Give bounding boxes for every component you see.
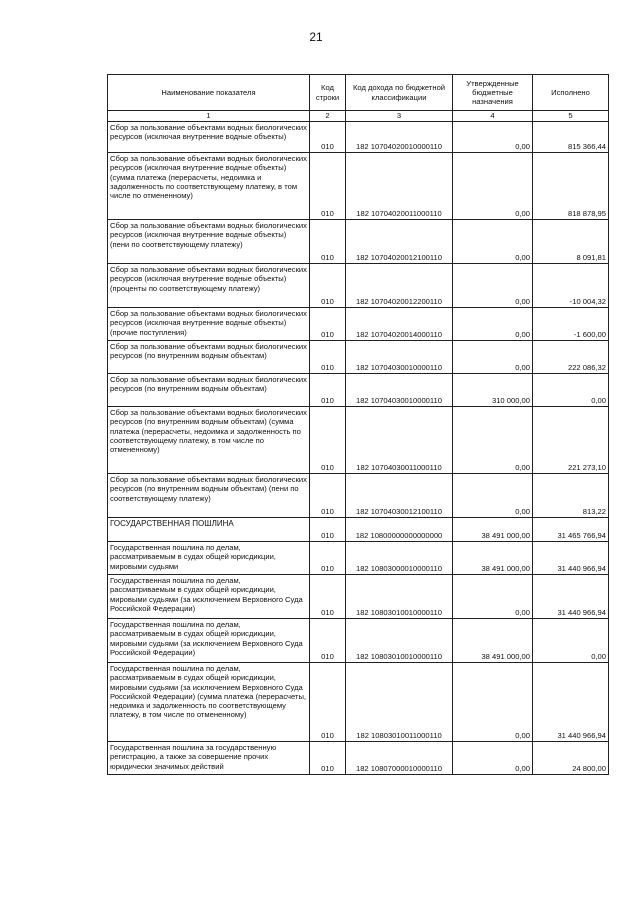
table-row xyxy=(108,374,609,407)
budget-code: 182 10807000010000110 xyxy=(346,742,453,775)
approved-amount: 0,00 xyxy=(453,407,533,474)
executed-amount: 31 465 766,94 xyxy=(533,518,609,542)
approved-amount: 0,00 xyxy=(453,341,533,374)
column-number: 2 xyxy=(310,111,346,122)
row-code: 010 xyxy=(310,474,346,518)
approved-amount: 0,00 xyxy=(453,575,533,619)
executed-amount: -10 004,32 xyxy=(533,264,609,308)
table-row xyxy=(108,264,609,308)
table-row xyxy=(108,575,609,619)
budget-code: 182 10704030012100110 xyxy=(346,474,453,518)
header-row xyxy=(108,75,609,111)
table-row xyxy=(108,742,609,775)
header-indicator-name: Наименование показателя xyxy=(108,75,310,111)
executed-amount: 31 440 966,94 xyxy=(533,542,609,575)
table-row xyxy=(108,542,609,575)
approved-amount: 38 491 000,00 xyxy=(453,518,533,542)
row-code: 010 xyxy=(310,374,346,407)
indicator-name: Сбор за пользование объектами водных биологических ресурсов (по внутренним водным объектам) xyxy=(108,374,310,407)
executed-amount: -1 600,00 xyxy=(533,308,609,341)
column-number-row xyxy=(108,111,609,122)
approved-amount: 0,00 xyxy=(453,264,533,308)
approved-amount: 0,00 xyxy=(453,474,533,518)
executed-amount: 222 086,32 xyxy=(533,341,609,374)
column-number: 1 xyxy=(108,111,310,122)
row-code: 010 xyxy=(310,341,346,374)
table-row xyxy=(108,341,609,374)
indicator-name: Государственная пошлина за государственную регистрацию, а также за совершение прочих юридически значимых действий xyxy=(108,742,310,775)
executed-amount: 0,00 xyxy=(533,619,609,663)
budget-code: 182 10704020010000110 xyxy=(346,122,453,153)
budget-code: 182 10803000010000110 xyxy=(346,542,453,575)
executed-amount: 813,22 xyxy=(533,474,609,518)
budget-report-table xyxy=(107,74,609,775)
budget-code: 182 10800000000000000 xyxy=(346,518,453,542)
table-row xyxy=(108,153,609,220)
budget-code: 182 10704020012200110 xyxy=(346,264,453,308)
row-code: 010 xyxy=(310,518,346,542)
approved-amount: 0,00 xyxy=(453,122,533,153)
column-number: 4 xyxy=(453,111,533,122)
indicator-name: Сбор за пользование объектами водных биологических ресурсов (по внутренним водным объектам) (сумма платежа (перерасчеты, недоимка и задолженность по соответствующему платежу, в том числе по отмененному) xyxy=(108,407,310,474)
row-code: 010 xyxy=(310,122,346,153)
table-row xyxy=(108,308,609,341)
indicator-name: Сбор за пользование объектами водных биологических ресурсов (исключая внутренние водные объекты) xyxy=(108,122,310,153)
indicator-name: Государственная пошлина по делам, рассматриваемым в судах общей юрисдикции, мировыми судьями (за исключением Верховного Суда Российской Федерации) xyxy=(108,575,310,619)
table-row xyxy=(108,407,609,474)
indicator-name: Сбор за пользование объектами водных биологических ресурсов (исключая внутренние водные объекты) (сумма платежа (перерасчеты, недоимка и задолженность по соответствующему платежу, в том числе по отмененному) xyxy=(108,153,310,220)
header-executed: Исполнено xyxy=(533,75,609,111)
indicator-name: Сбор за пользование объектами водных биологических ресурсов (исключая внутренние водные объекты) (прочие поступления) xyxy=(108,308,310,341)
approved-amount: 0,00 xyxy=(453,220,533,264)
indicator-name: Государственная пошлина по делам, рассматриваемым в судах общей юрисдикции, мировыми судьями (за исключением Верховного Суда Российской Федерации) (сумма платежа (перерасчеты, недоимка и задолженность по соответствующему платежу, в том числе по отмененному) xyxy=(108,663,310,742)
budget-code: 182 10704030011000110 xyxy=(346,407,453,474)
indicator-name: Государственная пошлина по делам, рассматриваемым в судах общей юрисдикции, мировыми судьями xyxy=(108,542,310,575)
page-number: 21 xyxy=(309,30,323,44)
indicator-name: Сбор за пользование объектами водных биологических ресурсов (исключая внутренние водные объекты) (пени по соответствующему платежу) xyxy=(108,220,310,264)
budget-code: 182 10704020011000110 xyxy=(346,153,453,220)
budget-code: 182 10803010010000110 xyxy=(346,619,453,663)
column-number: 5 xyxy=(533,111,609,122)
budget-code: 182 10803010011000110 xyxy=(346,663,453,742)
approved-amount: 310 000,00 xyxy=(453,374,533,407)
approved-amount: 0,00 xyxy=(453,663,533,742)
table-row xyxy=(108,122,609,153)
row-code: 010 xyxy=(310,407,346,474)
table-row xyxy=(108,474,609,518)
row-code: 010 xyxy=(310,220,346,264)
table-row xyxy=(108,220,609,264)
executed-amount: 31 440 966,94 xyxy=(533,575,609,619)
approved-amount: 0,00 xyxy=(453,308,533,341)
row-code: 010 xyxy=(310,575,346,619)
executed-amount: 815 366,44 xyxy=(533,122,609,153)
row-code: 010 xyxy=(310,619,346,663)
row-code: 010 xyxy=(310,153,346,220)
row-code: 010 xyxy=(310,742,346,775)
header-approved: Утвержденные бюджетные назначения xyxy=(453,75,533,111)
executed-amount: 0,00 xyxy=(533,374,609,407)
indicator-name: Сбор за пользование объектами водных биологических ресурсов (исключая внутренние водные объекты) (проценты по соответствующему платежу) xyxy=(108,264,310,308)
row-code: 010 xyxy=(310,308,346,341)
executed-amount: 221 273,10 xyxy=(533,407,609,474)
executed-amount: 818 878,95 xyxy=(533,153,609,220)
table-row xyxy=(108,518,609,542)
budget-code: 182 10704020014000110 xyxy=(346,308,453,341)
budget-code: 182 10704030010000110 xyxy=(346,341,453,374)
indicator-name: Сбор за пользование объектами водных биологических ресурсов (по внутренним водным объектам) xyxy=(108,341,310,374)
row-code: 010 xyxy=(310,264,346,308)
header-budget-code: Код дохода по бюджетной классификации xyxy=(346,75,453,111)
executed-amount: 8 091,81 xyxy=(533,220,609,264)
executed-amount: 24 800,00 xyxy=(533,742,609,775)
column-number: 3 xyxy=(346,111,453,122)
table-row xyxy=(108,619,609,663)
approved-amount: 38 491 000,00 xyxy=(453,619,533,663)
indicator-name: Государственная пошлина по делам, рассматриваемым в судах общей юрисдикции, мировыми судьями (за исключением Верховного Суда Российской Федерации) xyxy=(108,619,310,663)
approved-amount: 0,00 xyxy=(453,153,533,220)
budget-code: 182 10704030010000110 xyxy=(346,374,453,407)
row-code: 010 xyxy=(310,663,346,742)
indicator-name: ГОСУДАРСТВЕННАЯ ПОШЛИНА xyxy=(108,518,310,542)
approved-amount: 0,00 xyxy=(453,742,533,775)
indicator-name: Сбор за пользование объектами водных биологических ресурсов (по внутренним водным объектам) (пени по соответствующему платежу) xyxy=(108,474,310,518)
header-row-code: Код строки xyxy=(310,75,346,111)
row-code: 010 xyxy=(310,542,346,575)
budget-code: 182 10803010010000110 xyxy=(346,575,453,619)
budget-code: 182 10704020012100110 xyxy=(346,220,453,264)
table-row xyxy=(108,663,609,742)
approved-amount: 38 491 000,00 xyxy=(453,542,533,575)
executed-amount: 31 440 966,94 xyxy=(533,663,609,742)
